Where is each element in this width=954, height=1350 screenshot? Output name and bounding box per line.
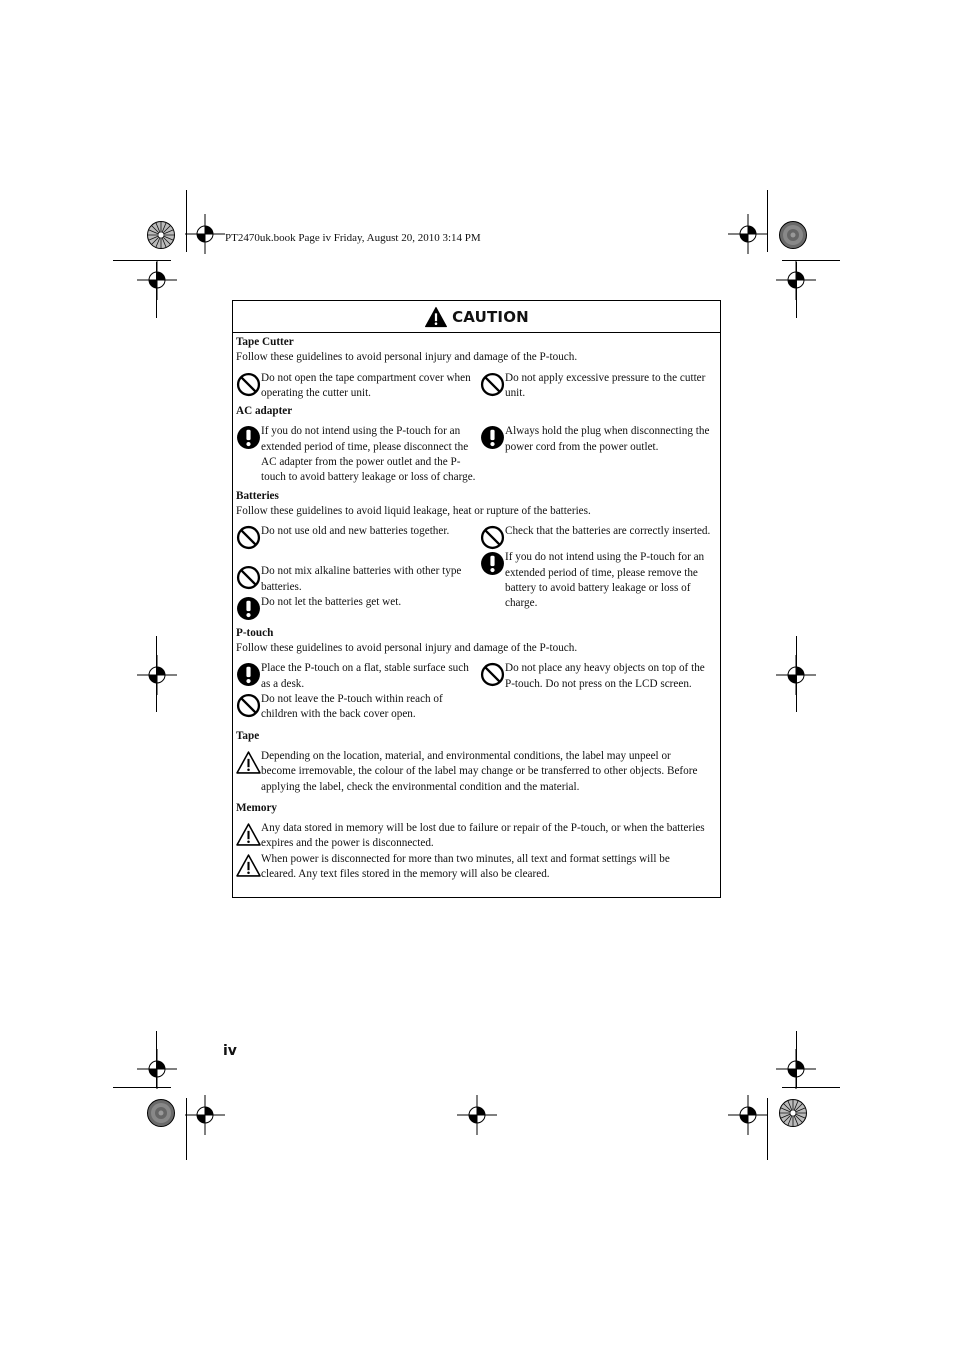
section-desc-batteries: Follow these guidelines to avoid liquid leakage, heat or rupture of the batteries. xyxy=(236,504,591,517)
prohibition-icon xyxy=(236,525,261,550)
mandatory-action-icon xyxy=(236,425,261,450)
warning-triangle-icon xyxy=(424,306,448,328)
registration-mark-top-left-crosshair xyxy=(185,214,225,254)
crop-line xyxy=(156,262,157,318)
list-item xyxy=(236,852,717,883)
list-item xyxy=(236,524,480,550)
crop-line xyxy=(186,1098,187,1160)
item-text: Place the P-touch on a flat, stable surface such as a desk. xyxy=(261,662,469,690)
registration-mark-top-right-crosshair xyxy=(728,214,768,254)
list-item xyxy=(480,661,717,692)
caution-title: CAUTION xyxy=(452,307,529,326)
list-item xyxy=(236,424,480,485)
section-title-tape: Tape xyxy=(236,729,260,742)
prohibition-icon xyxy=(480,372,505,397)
crop-line xyxy=(796,1031,797,1087)
item-text: Depending on the location, material, and environmental conditions, the label may unpeel or become irremovable, the colour of the label may change or be transferred to other objects. Before applying the label, check the environmental condition and the material. xyxy=(261,749,698,793)
section-title-ac-adapter: AC adapter xyxy=(236,405,293,418)
color-calibration-disc-bottom-right xyxy=(778,1098,808,1128)
section-title-memory: Memory xyxy=(236,801,277,814)
item-text: Any data stored in memory will be lost due to failure or repair of the P-touch, or when the batteries expires and the power is disconnected. xyxy=(261,822,705,850)
registration-mark-bottom-left-crosshair xyxy=(185,1095,225,1135)
crop-line xyxy=(796,636,797,712)
list-item xyxy=(480,550,717,611)
item-text: Check that the batteries are correctly inserted. xyxy=(504,525,711,538)
item-text: Do not open the tape compartment cover when operating the cutter unit. xyxy=(261,371,471,399)
warning-triangle-icon xyxy=(236,822,261,847)
item-text: Do not use old and new batteries together. xyxy=(261,525,450,538)
section-title-tape-cutter: Tape Cutter xyxy=(236,336,294,348)
section-desc-p-touch: Follow these guidelines to avoid personal injury and damage of the P-touch. xyxy=(236,642,578,655)
registration-mark-bottom-right-crosshair xyxy=(728,1095,768,1135)
list-item xyxy=(480,424,717,455)
crop-line xyxy=(767,1098,768,1160)
warning-triangle-icon xyxy=(236,853,261,878)
item-text: Do not let the batteries get wet. xyxy=(261,595,402,608)
color-calibration-disc-top-left xyxy=(146,220,176,250)
list-item xyxy=(236,821,717,852)
color-calibration-disc-top-right xyxy=(778,220,808,250)
caution-header xyxy=(233,301,720,333)
registration-mark-left-upper-crosshair xyxy=(137,260,177,300)
item-text: When power is disconnected for more than two minutes, all text and format settings will be cleared. Any text files stored in the memory will also be cleared. xyxy=(261,852,670,881)
color-calibration-disc-bottom-left xyxy=(146,1098,176,1128)
list-item xyxy=(480,524,717,550)
section-title-p-touch: P-touch xyxy=(236,626,274,639)
crop-line xyxy=(156,1031,157,1087)
p-touch-items xyxy=(236,661,717,722)
batteries-items xyxy=(236,524,717,621)
crop-line xyxy=(186,190,187,252)
list-item xyxy=(480,371,717,402)
item-text: If you do not intend using the P-touch for an extended period of time, please remove the battery to avoid battery leakage or loss of charge. xyxy=(504,551,705,610)
crop-line xyxy=(782,260,840,261)
item-text: Do not leave the P-touch within reach of children with the back cover open. xyxy=(261,693,443,721)
list-item xyxy=(236,749,717,795)
item-text: Do not place any heavy objects on top of the P-touch. Do not press on the LCD screen. xyxy=(504,662,705,690)
prohibition-icon xyxy=(480,662,505,687)
list-item xyxy=(236,661,480,692)
item-text: Do not apply excessive pressure to the cutter unit. xyxy=(504,371,706,399)
prohibition-icon xyxy=(236,372,261,397)
section-desc-tape-cutter: Follow these guidelines to avoid personal injury and damage of the P-touch. xyxy=(236,351,578,364)
crop-line xyxy=(767,190,768,252)
registration-mark-bottom-center-crosshair xyxy=(457,1095,497,1135)
crop-line xyxy=(796,262,797,318)
crop-line xyxy=(782,1087,840,1088)
caution-content xyxy=(233,333,720,882)
registration-mark-left-middle-crosshair xyxy=(137,655,177,695)
list-item xyxy=(236,595,480,621)
item-text: If you do not intend using the P-touch for an extended period of time, please disconnect the AC adapter from the power outlet and the P-touch to avoid battery leakage or loss of charge. xyxy=(261,425,476,484)
list-item xyxy=(236,564,480,595)
prohibition-icon xyxy=(236,565,261,590)
tape-cutter-items xyxy=(236,371,717,402)
print-header: PT2470uk.book Page iv Friday, August 20, 2010 3:14 PM xyxy=(225,232,481,244)
prohibition-icon xyxy=(236,693,261,718)
crop-line xyxy=(113,260,171,261)
crop-line xyxy=(113,1087,171,1088)
section-title-batteries: Batteries xyxy=(236,489,279,502)
list-item xyxy=(236,692,480,723)
prohibition-icon xyxy=(480,525,505,550)
page-number: iv xyxy=(223,1043,237,1059)
mandatory-action-icon xyxy=(480,551,505,576)
warning-triangle-icon xyxy=(236,750,261,775)
caution-box xyxy=(232,300,721,898)
item-text: Do not mix alkaline batteries with other type batteries. xyxy=(261,565,462,593)
mandatory-action-icon xyxy=(236,596,261,621)
ac-adapter-items xyxy=(236,424,717,485)
crop-line xyxy=(156,636,157,712)
memory-items xyxy=(236,821,717,882)
list-item xyxy=(236,371,480,402)
item-text: Always hold the plug when disconnecting the power cord from the power outlet. xyxy=(504,425,710,453)
tape-items xyxy=(236,749,717,795)
mandatory-action-icon xyxy=(236,662,261,687)
registration-mark-left-lower-crosshair xyxy=(137,1049,177,1089)
mandatory-action-icon xyxy=(480,425,505,450)
